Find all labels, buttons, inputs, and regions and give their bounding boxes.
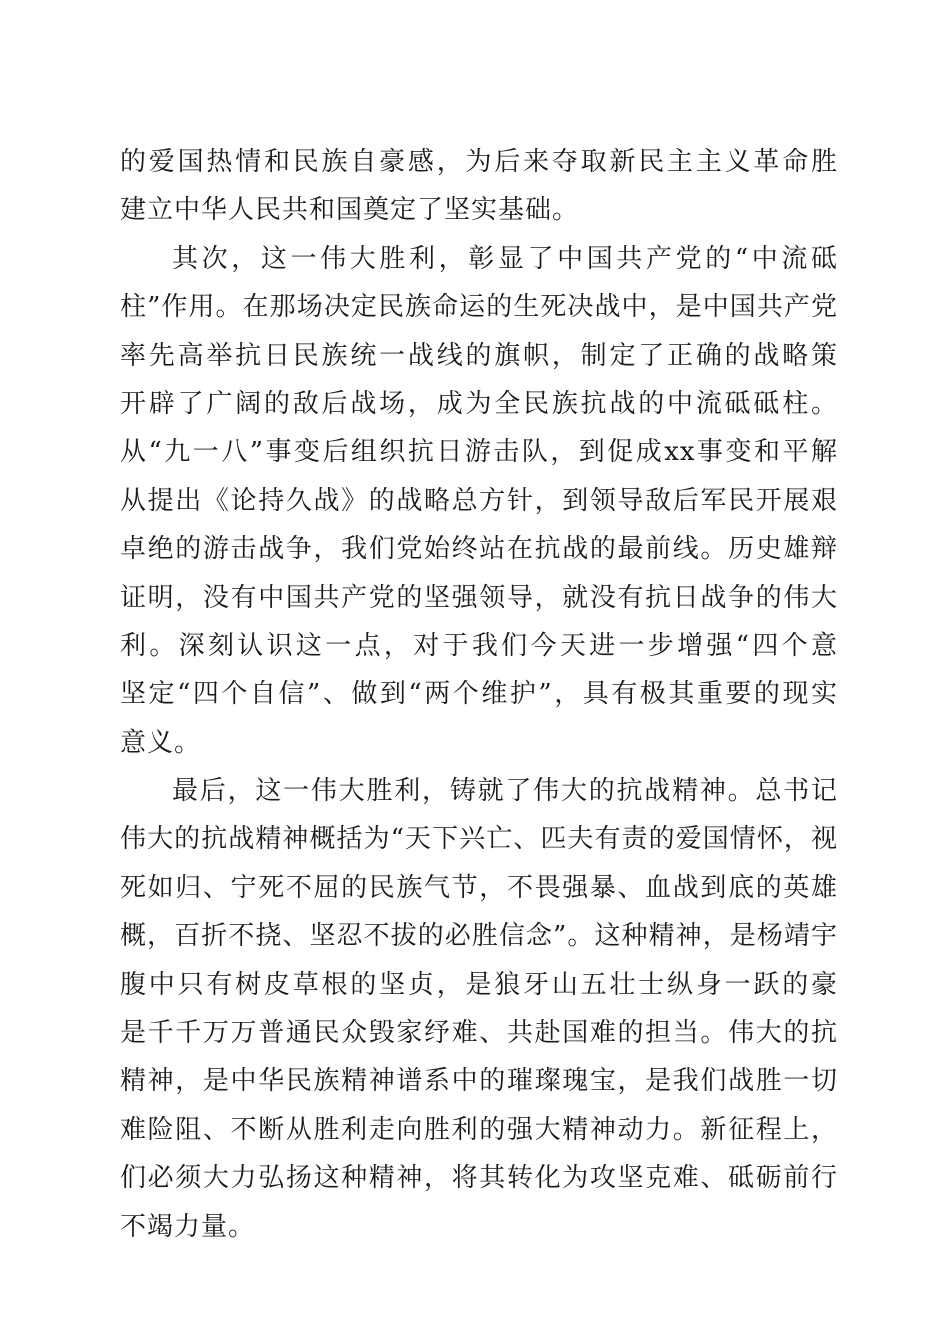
paragraph-continuation	[120, 138, 838, 235]
text-line: 的爱国热情和民族自豪感，为后来夺取新民主主义革命胜	[120, 147, 838, 177]
text-line: 建立中华人民共和国奠定了坚实基础。	[120, 195, 580, 226]
paragraph-third	[120, 767, 838, 1251]
text-line: 其次，这一伟大胜利，彰显了中国共产党的“中流砥	[172, 243, 838, 274]
text-line: 柱”作用。在那场决定民族命运的生死决战中，是中国共产党	[120, 292, 838, 323]
text-line: 伟大的抗战精神概括为“天下兴亡、匹夫有责的爱国情怀，视	[120, 824, 838, 855]
text-line: 从“九一八”事变后组织抗日游击队，到促成xx事变和平解	[120, 437, 838, 468]
text-line: 们必须大力弘扬这种精神，将其转化为攻坚克难、砥砺前行	[120, 1163, 838, 1194]
text-line: 精神，是中华民族精神谱系中的璀璨瑰宝，是我们战胜一切	[120, 1066, 838, 1097]
text-line: 利。深刻认识这一点，对于我们今天进一步增强“四个意	[120, 630, 838, 661]
text-line: 概，百折不挠、坚忍不拔的必胜信念”。这种精神，是杨靖宇	[120, 921, 838, 952]
text-line: 最后，这一伟大胜利，铸就了伟大的抗战精神。总书记	[172, 776, 838, 807]
text-line: 意义。	[120, 727, 202, 758]
paragraph-second	[120, 235, 838, 767]
text-line: 坚定“四个自信”、做到“两个维护”，具有极其重要的现实	[120, 679, 838, 710]
text-line: 难险阻、不断从胜利走向胜利的强大精神动力。新征程上，	[120, 1114, 838, 1145]
text-line: 卓绝的游击战争，我们党始终站在抗战的最前线。历史雄辩	[120, 534, 838, 565]
text-line: 率先高举抗日民族统一战线的旗帜，制定了正确的战略策	[120, 340, 838, 371]
text-line: 从提出《论持久战》的战略总方针，到领导敌后军民开展艰	[120, 485, 838, 516]
text-line: 是千千万万普通民众毁家纾难、共赴国难的担当。伟大的抗	[120, 1018, 838, 1049]
text-line: 腹中只有树皮草根的坚贞，是狼牙山五壮士纵身一跃的豪	[120, 969, 838, 1000]
text-line: 不竭力量。	[120, 1211, 256, 1242]
text-line: 死如归、宁死不屈的民族气节，不畏强暴、血战到底的英雄	[120, 872, 838, 903]
document-body	[120, 138, 838, 1251]
text-line: 开辟了广阔的敌后战场，成为全民族抗战的中流砥砥柱。	[120, 388, 838, 419]
text-line: 证明，没有中国共产党的坚强领导，就没有抗日战争的伟大	[120, 582, 838, 613]
